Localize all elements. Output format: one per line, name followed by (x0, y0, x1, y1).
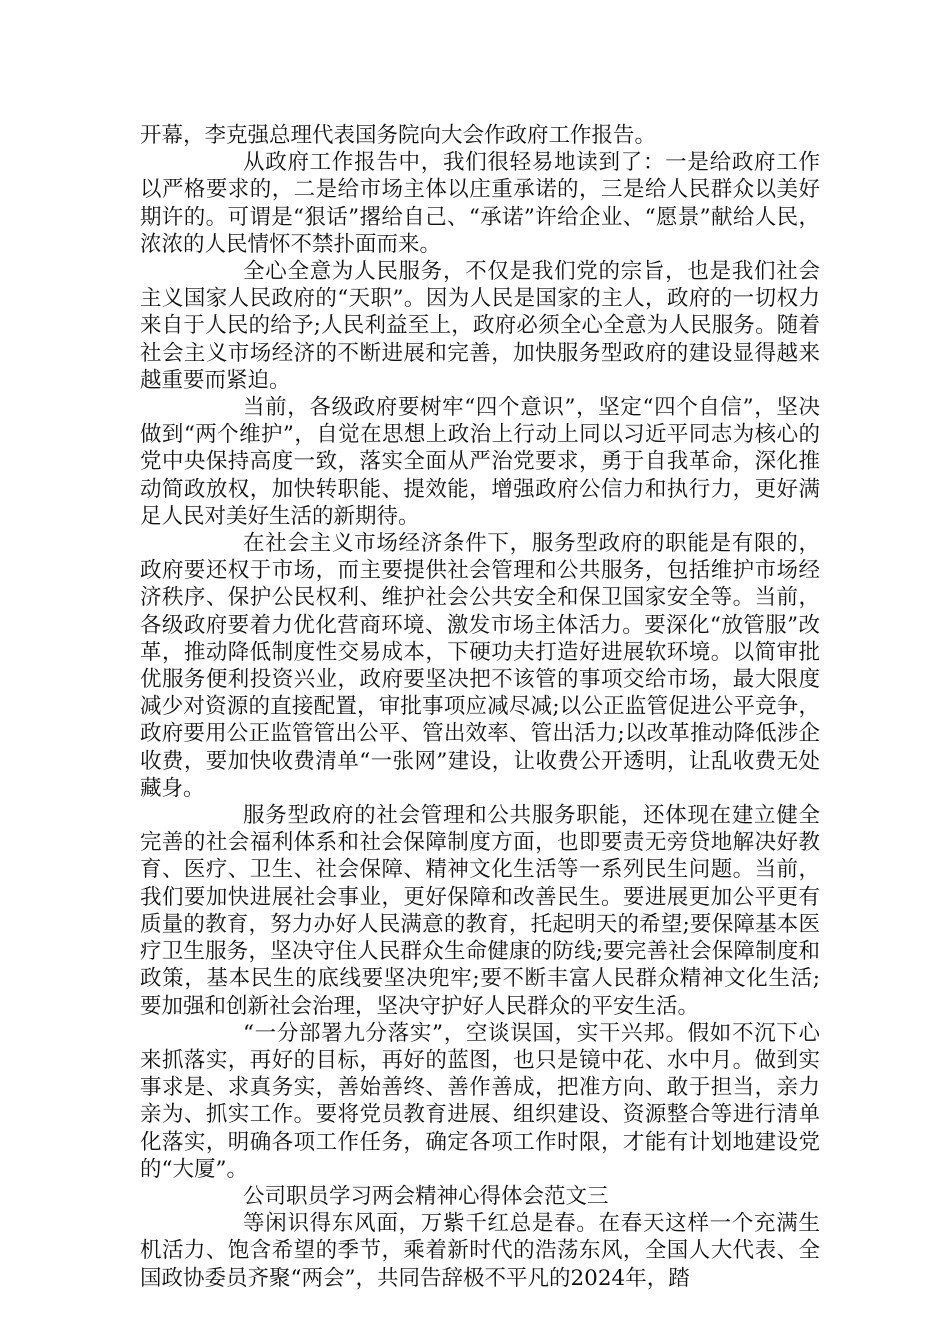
paragraph: 当前，各级政府要树牢“四个意识”，坚定“四个自信”，坚决做到“两个维护”，自觉在思想上政治上行动上同以习近平同志为核心的党中央保持高度一致，落实全面从严治党要求，勇于自我革命，深化推动简政放权，加快转职能、提效能，增强政府公信力和执行力，更好满足人民对美好生活的新期待。 (140, 395, 820, 529)
paragraph: 从政府工作报告中，我们很轻易地读到了：一是给政府工作以严格要求的，二是给市场主体以庄重承诺的，三是给人民群众以美好期许的。可谓是“狠话”撂给自己、“承诺”许给企业、“愿景”献给人民，浓浓的人民情怀不禁扑面而来。 (140, 150, 820, 257)
paragraph: “一分部署九分落实”，空谈误国，实干兴邦。假如不沉下心来抓落实，再好的目标，再好的蓝图，也只是镜中花、水中月。做到实事求是、求真务实，善始善终、善作善成，把准方向、敢于担当，亲力亲为、抓实工作。要将党员教育进展、组织建设、资源整合等进行清单化落实，明确各项工作任务，确定各项工作时限，才能有计划地建设党的“大厦”。 (140, 1020, 820, 1182)
section-title: 公司职员学习两会精神心得体会范文三 (243, 1183, 609, 1209)
paragraph: 服务型政府的社会管理和公共服务职能，还体现在建立健全完善的社会福利体系和社会保障制度方面，也即要责无旁贷地解决好教育、医疗、卫生、社会保障、精神文化生活等一系列民生问题。当前，我们要加快进展社会事业，更好保障和改善民生。要进展更加公平更有质量的教育，努力办好人民满意的教育，托起明天的希望;要保障基本医疗卫生服务，坚决守住人民群众生命健康的防线;要完善社会保障制度和政策，基本民生的底线要坚决兜牢;要不断丰富人民群众精神文化生活;要加强和创新社会治理，坚决守护好人民群众的平安生活。 (140, 803, 820, 1019)
document-body (140, 122, 820, 1292)
paragraph-final: 等闲识得东风面，万紫千红总是春。在春天这样一个充满生机活力、饱含希望的季节，乘着新时代的浩荡东风，全国人大代表、全国政协委员齐聚“两会”，共同告辞极不平凡的2024年，踏 (140, 1211, 820, 1291)
paragraph-continuation: 开幕，李克强总理代表国务院向大会作政府工作报告。 (140, 123, 657, 148)
paragraph: 全心全意为人民服务，不仅是我们党的宗旨，也是我们社会主义国家人民政府的“天职”。因为人民是国家的主人，政府的一切权力来自于人民的给予;人民利益至上，政府必须全心全意为人民服务。随着社会主义市场经济的不断进展和完善，加快服务型政府的建设显得越来越重要而紧迫。 (140, 259, 820, 393)
paragraph: 在社会主义市场经济条件下，服务型政府的职能是有限的，政府要还权于市场，而主要提供社会管理和公共服务，包括维护市场经济秩序、保护公民权利、维护社会公共安全和保卫国家安全等。当前，各级政府要着力优化营商环境、激发市场主体活力。要深化“放管服”改革，推动降低制度性交易成本，下硬功夫打造好进展软环境。以简审批优服务便利投资兴业，政府要坚决把不该管的事项交给市场，最大限度减少对资源的直接配置，审批事项应减尽减;以公正监管促进公平竞争，政府要用公正监管管出公平、管出效率、管出活力;以改革推动降低涉企收费，要加快收费清单“一张网”建设，让收费公开透明，让乱收费无处藏身。 (140, 531, 820, 801)
